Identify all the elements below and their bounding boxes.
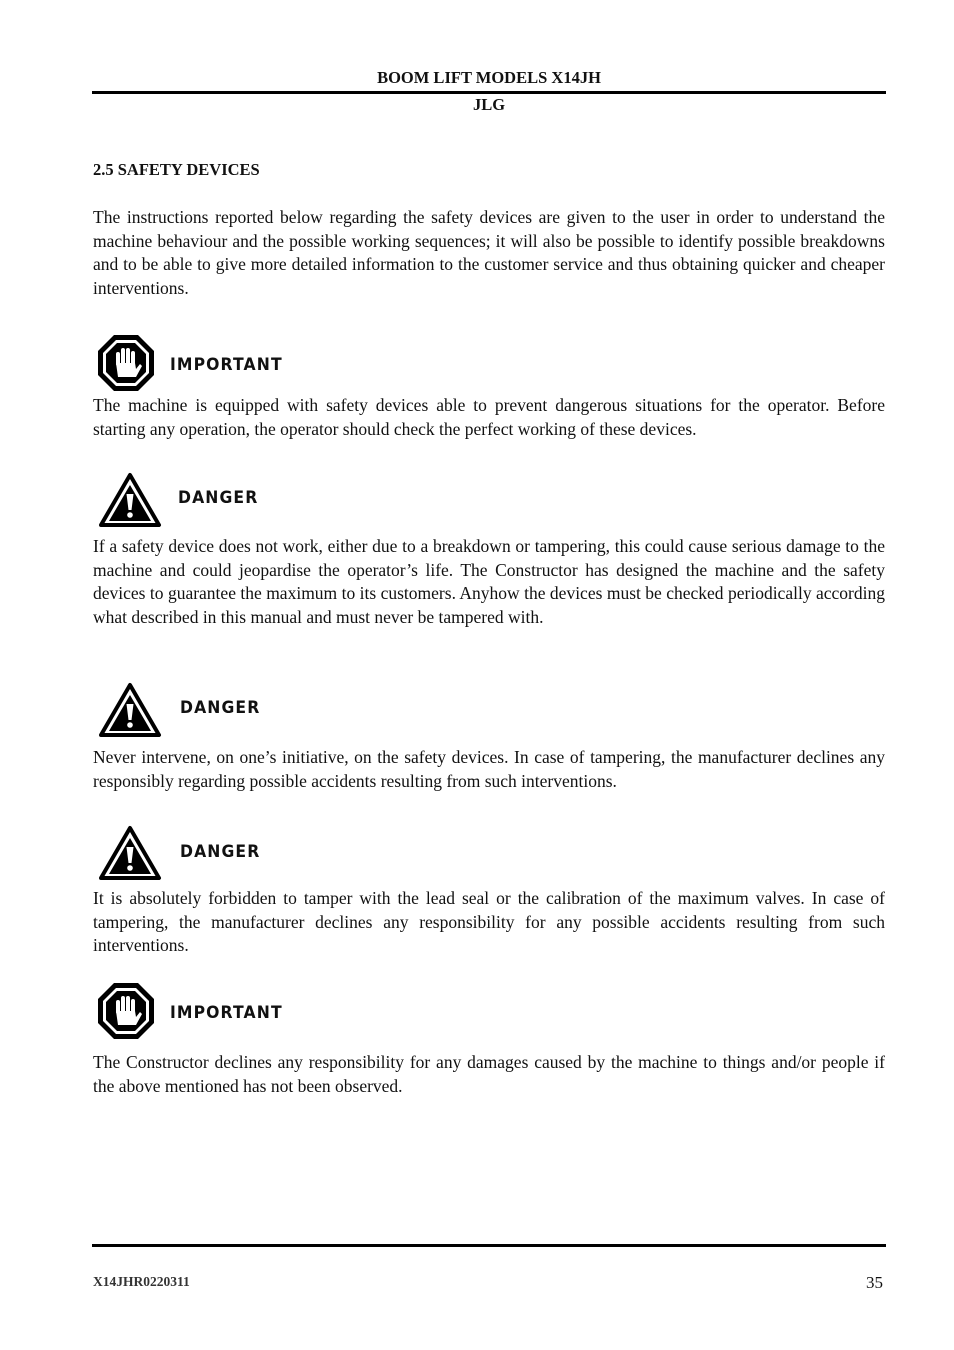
notice-text: Never intervene, on one’s initiative, on the safety devices. In case of tampering, the manufacturer declines any responsibly regarding possible accidents resulting from such interventions. [93,747,885,791]
warning-triangle-icon [98,472,162,532]
notice-text: The machine is equipped with safety devices able to prevent dangerous situations for the operator. Before starting any operation, the operator should check the perfect working of these devices. [93,395,885,439]
document-code: X14JHR0220311 [93,1274,190,1289]
notice-label-important: IMPORTANT [170,355,283,375]
stop-hand-icon [96,333,156,397]
notice-label-danger: DANGER [180,698,261,718]
notice-label-important: IMPORTANT [170,1003,283,1023]
notice-text: It is absolutely forbidden to tamper with the lead seal or the calibration of the maximum valves. In case of tampering, the manufacturer declines any responsibility for any possible accidents resulting from such interventions. [93,888,885,956]
notice-text: If a safety device does not work, either due to a breakdown or tampering, this could cause serious damage to the machine and could jeopardise the operator’s life. The Constructor has designed the machine and the safety devices to guarantee the maximum to its customers. Anyhow the devices must be checked periodically according what described in this manual and must never be tampered with. [93,536,885,627]
warning-triangle-icon [98,682,162,742]
notice-label-danger: DANGER [178,488,259,508]
stop-hand-icon [96,981,156,1045]
notice-label-danger: DANGER [180,842,261,862]
warning-triangle-icon [98,825,162,885]
page-number: 35 [866,1273,883,1292]
header-divider [92,91,886,94]
notice-text: The Constructor declines any responsibility for any damages caused by the machine to things and/or people if the above mentioned has not been observed. [93,1052,885,1096]
header-subtitle: JLG [472,95,506,114]
header-title: BOOM LIFT MODELS X14JH [377,68,601,87]
intro-paragraph: The instructions reported below regarding the safety devices are given to the user in order to understand the machine behaviour and the possible working sequences; it will also be possible to identify possible breakdowns and to be able to give more detailed information to the customer service and thus obtaining quicker and cheaper interventions. [93,207,885,298]
section-title: 2.5 SAFETY DEVICES [93,160,260,179]
footer-divider [92,1244,886,1247]
